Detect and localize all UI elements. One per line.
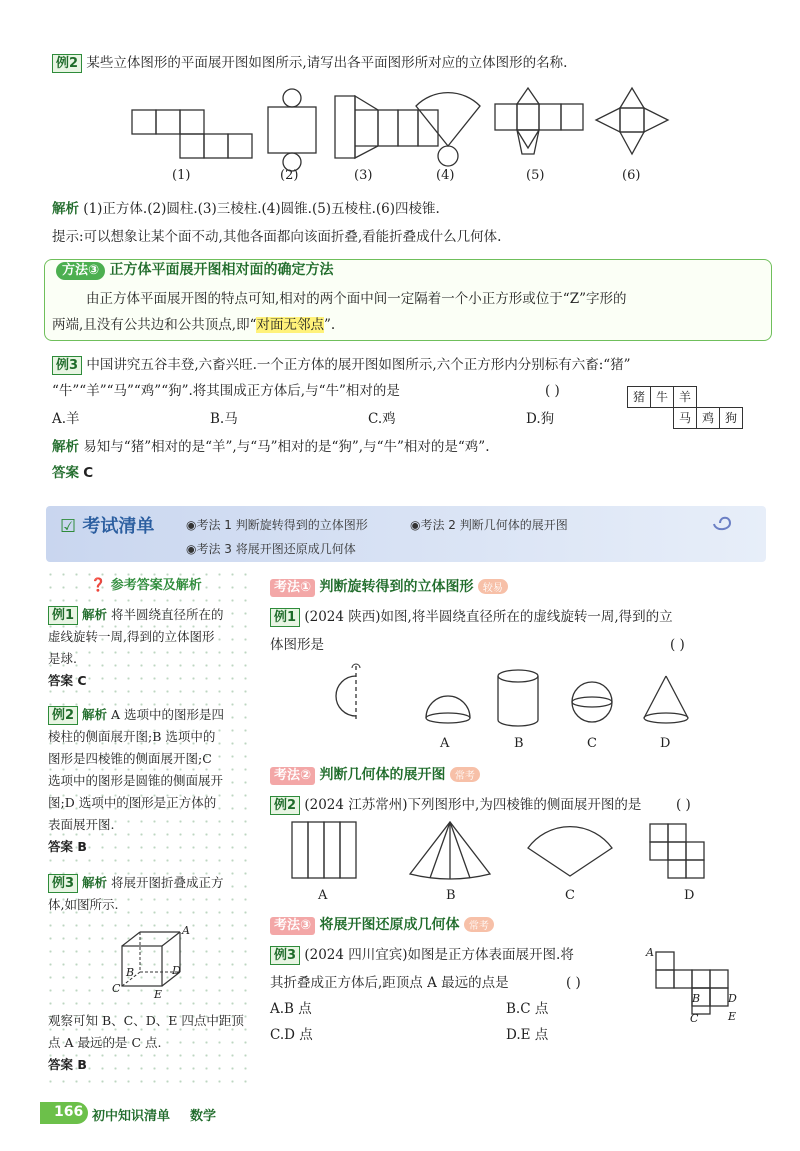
kaofa1-q1: (2024 陕西)如图,将半圆绕直径所在的虚线旋转一周,得到的立	[304, 609, 673, 625]
net-cell: 鸡	[696, 407, 720, 429]
ex2-question: 某些立体图形的平面展开图如图所示,请写出各平面图形所对应的立体图形的名称.	[86, 55, 568, 71]
ex3-option-c: C.鸡	[368, 411, 396, 427]
cube-label-d: D	[172, 964, 181, 977]
cube-label-a: A	[182, 924, 190, 937]
kaofa1-level: 较易	[478, 579, 508, 594]
sidebar-cube-figure	[110, 920, 200, 1000]
net-label-c: C	[690, 1012, 699, 1024]
kaofa2-label-d: D	[684, 888, 695, 903]
kaofa2-q: (2024 江苏常州)下列图形中,为四棱锥的侧面展开图的是	[304, 797, 642, 813]
fig-label-4: (4)	[436, 168, 455, 183]
kaofa3-q1-line	[270, 944, 650, 966]
kaofa1-q1-line	[270, 606, 770, 628]
exam-title-wrap	[60, 512, 154, 538]
fig-label-1: (1)	[172, 168, 191, 183]
sidebar-text: 图形是四棱锥的侧面展开图;C	[48, 751, 212, 766]
kaofa3-title: 将展开图还原成几何体	[319, 917, 460, 933]
sidebar-text: A 选项中的图形是四	[111, 707, 225, 722]
sidebar-text: 体,如图所示.	[48, 897, 119, 912]
ex2-tag: 例2	[52, 54, 82, 73]
ex3-answer-line	[52, 462, 93, 484]
cube-label-e: E	[154, 988, 163, 1000]
ex3-question1: 中国讲究五谷丰登,六畜兴旺.一个正方体的展开图如图所示,六个正方形内分别标有六畜:“猪”	[86, 357, 631, 373]
kaofa3-option-a: A.B 点	[270, 1001, 312, 1017]
fig-label-6: (6)	[622, 168, 641, 183]
ex2-analysis-label: 解析	[52, 201, 79, 217]
exam-item-2: ◉考法 2 判断几何体的展开图	[410, 518, 568, 532]
sidebar-text: 表面展开图.	[48, 817, 115, 832]
sidebar-ex3-label: 解析	[82, 875, 108, 890]
ex2-nets-figure	[120, 84, 680, 184]
kaofa2-ex-tag: 例2	[270, 796, 300, 815]
sidebar-ex2-answer: 答案 B	[48, 839, 87, 854]
sidebar-ex3	[48, 872, 248, 916]
kaofa1-ex-tag: 例1	[270, 608, 300, 627]
ex3-analysis-label: 解析	[52, 439, 79, 455]
kaofa2-q-line	[270, 794, 670, 816]
sidebar-ex3-answer: 答案 B	[48, 1057, 87, 1072]
fig-label-5: (5)	[526, 168, 545, 183]
sidebar-text: 是球.	[48, 651, 77, 666]
net-cell: 羊	[673, 386, 697, 408]
net-label-a: A	[646, 946, 654, 959]
method3-body2-end: ”.	[323, 317, 336, 333]
sidebar-ex3-tag: 例3	[48, 874, 78, 893]
fig-label-3: (3)	[354, 168, 373, 183]
ex2-question-line	[52, 52, 772, 74]
ex3-answer: C	[83, 465, 94, 481]
kaofa1-label-c: C	[587, 736, 597, 751]
fig-label-2: (2)	[280, 168, 299, 183]
kaofa3-paren: ( )	[566, 975, 581, 991]
sidebar-text: 棱柱的侧面展开图;B 选项中的	[48, 729, 216, 744]
method3-body2-line	[52, 314, 752, 336]
net-cell: 马	[673, 407, 697, 429]
ex3-option-a: A.羊	[52, 411, 80, 427]
sidebar-text: 选项中的图形是圆锥的侧面展开	[48, 773, 224, 788]
net-cylinder	[268, 89, 316, 171]
kaofa2-figure	[280, 816, 740, 886]
swirl-icon	[700, 508, 740, 538]
net-cell: 狗	[719, 407, 743, 429]
sidebar-text: 点 A 最远的是 C 点.	[48, 1035, 162, 1050]
kaofa2-title: 判断几何体的展开图	[319, 767, 446, 783]
kaofa1-figure	[330, 660, 710, 740]
ex2-analysis: (1)正方体.(2)圆柱.(3)三棱柱.(4)圆锥.(5)五棱柱.(6)四棱锥.	[83, 201, 440, 217]
kaofa1-label-b: B	[514, 736, 524, 751]
ex3-net	[628, 386, 743, 429]
ex3-answer-label: 答案	[52, 465, 79, 481]
net-penta-prism	[495, 88, 583, 154]
ex3-option-b: B.马	[210, 411, 238, 427]
kaofa3-level: 常考	[464, 917, 494, 932]
ex3-question2: “牛”“羊”“马”“鸡”“狗”.将其围成正方体后,与“牛”相对的是	[52, 383, 400, 399]
ex3-line1	[52, 354, 772, 376]
book-title: 初中知识清单	[92, 1109, 171, 1124]
kaofa2-label-a: A	[318, 888, 328, 903]
kaofa3-net-figure	[644, 944, 754, 1024]
net-cube	[132, 110, 252, 158]
kaofa2-paren: ( )	[676, 797, 691, 813]
kaofa3-q2: 其折叠成正方体后,距顶点 A 最远的点是	[270, 975, 509, 991]
net-square-pyramid	[596, 88, 668, 154]
sidebar-text: 将展开图折叠成正方	[111, 875, 224, 890]
sidebar-title: 参考答案及解析	[110, 578, 202, 593]
sidebar-text: 虚线旋转一周,得到的立体图形	[48, 629, 215, 644]
method3-highlight: 对面无邻点	[256, 317, 324, 333]
kaofa2-level: 常考	[450, 767, 480, 782]
net-label-b: B	[692, 992, 701, 1005]
net-cone	[416, 93, 480, 166]
net-label-e: E	[728, 1010, 737, 1023]
kaofa1-label-d: D	[660, 736, 671, 751]
net-cell: 猪	[627, 386, 651, 408]
ex3-option-d: D.狗	[526, 411, 555, 427]
sidebar-ex1-label: 解析	[82, 607, 108, 622]
method3-body2: 两端,且没有公共边和公共顶点,即“	[52, 317, 257, 333]
exam-item-1: ◉考法 1 判断旋转得到的立体图形	[186, 518, 368, 532]
kaofa3-ex-tag: 例3	[270, 946, 300, 965]
net-cell: 牛	[650, 386, 674, 408]
net-label-d: D	[728, 992, 737, 1005]
ex3-tag: 例3	[52, 356, 82, 375]
sidebar-ex2-label: 解析	[82, 707, 108, 722]
kaofa1-header	[270, 576, 508, 597]
sidebar-ex1-answer: 答案 C	[48, 673, 87, 688]
kaofa3-q1: (2024 四川宜宾)如图是正方体表面展开图.将	[304, 947, 574, 963]
checkbox-icon: ☑	[60, 516, 77, 537]
method3-header	[56, 259, 333, 280]
kaofa2-label-c: C	[565, 888, 575, 903]
cube-label-c: C	[112, 982, 121, 995]
sidebar-ex1-tag: 例1	[48, 606, 78, 625]
sidebar-ex2	[48, 704, 248, 858]
ex3-analysis: 易知与“猪”相对的是“羊”,与“马”相对的是“狗”,与“牛”相对的是“鸡”.	[83, 439, 490, 455]
net-tri-prism	[335, 96, 438, 158]
kaofa1-label-a: A	[440, 736, 450, 751]
sidebar-text: 观察可知 B、C、D、E 四点中距顶	[48, 1013, 244, 1028]
sidebar-ex2-tag: 例2	[48, 706, 78, 725]
kaofa3-tag: 考法③	[270, 917, 315, 935]
ex2-hint: 提示:可以想象让某个面不动,其他各面都向该面折叠,看能折叠成什么几何体.	[52, 229, 502, 245]
ex3-paren: ( )	[545, 383, 560, 399]
exam-item-3: ◉考法 3 将展开图还原成几何体	[186, 542, 356, 556]
kaofa1-q2: 体图形是	[270, 637, 324, 653]
sidebar-ex1	[48, 604, 248, 692]
kaofa1-title: 判断旋转得到的立体图形	[319, 579, 474, 595]
key-icon: ❓	[90, 578, 107, 593]
kaofa3-option-c: C.D 点	[270, 1027, 313, 1043]
sidebar-title-wrap	[90, 574, 202, 593]
sidebar-ex3-after	[48, 1010, 248, 1076]
exam-title: 考试清单	[82, 516, 155, 537]
ex2-analysis-line	[52, 198, 772, 220]
subject: 数学	[190, 1109, 217, 1124]
method3-tag: 方法③	[56, 262, 105, 280]
ex3-analysis-line	[52, 436, 772, 458]
kaofa3-option-b: B.C 点	[506, 1001, 549, 1017]
kaofa2-label-b: B	[446, 888, 456, 903]
page-number: 166	[54, 1104, 84, 1120]
kaofa2-header	[270, 764, 480, 785]
sidebar-text: 图;D 选项中的图形是正方体的	[48, 795, 217, 810]
method3-title: 正方体平面展开图相对面的确定方法	[109, 262, 334, 278]
kaofa1-paren: ( )	[670, 637, 685, 653]
method3-body: 由正方体平面展开图的特点可知,相对的两个面中间一定隔着一个小正方形或位于“Z”字形的	[86, 291, 627, 307]
kaofa3-option-d: D.E 点	[506, 1027, 549, 1043]
kaofa1-tag: 考法①	[270, 579, 315, 597]
cube-label-b: B	[126, 966, 135, 979]
kaofa3-header	[270, 914, 494, 935]
kaofa2-tag: 考法②	[270, 767, 315, 785]
sidebar-text: 将半圆绕直径所在的	[111, 607, 224, 622]
